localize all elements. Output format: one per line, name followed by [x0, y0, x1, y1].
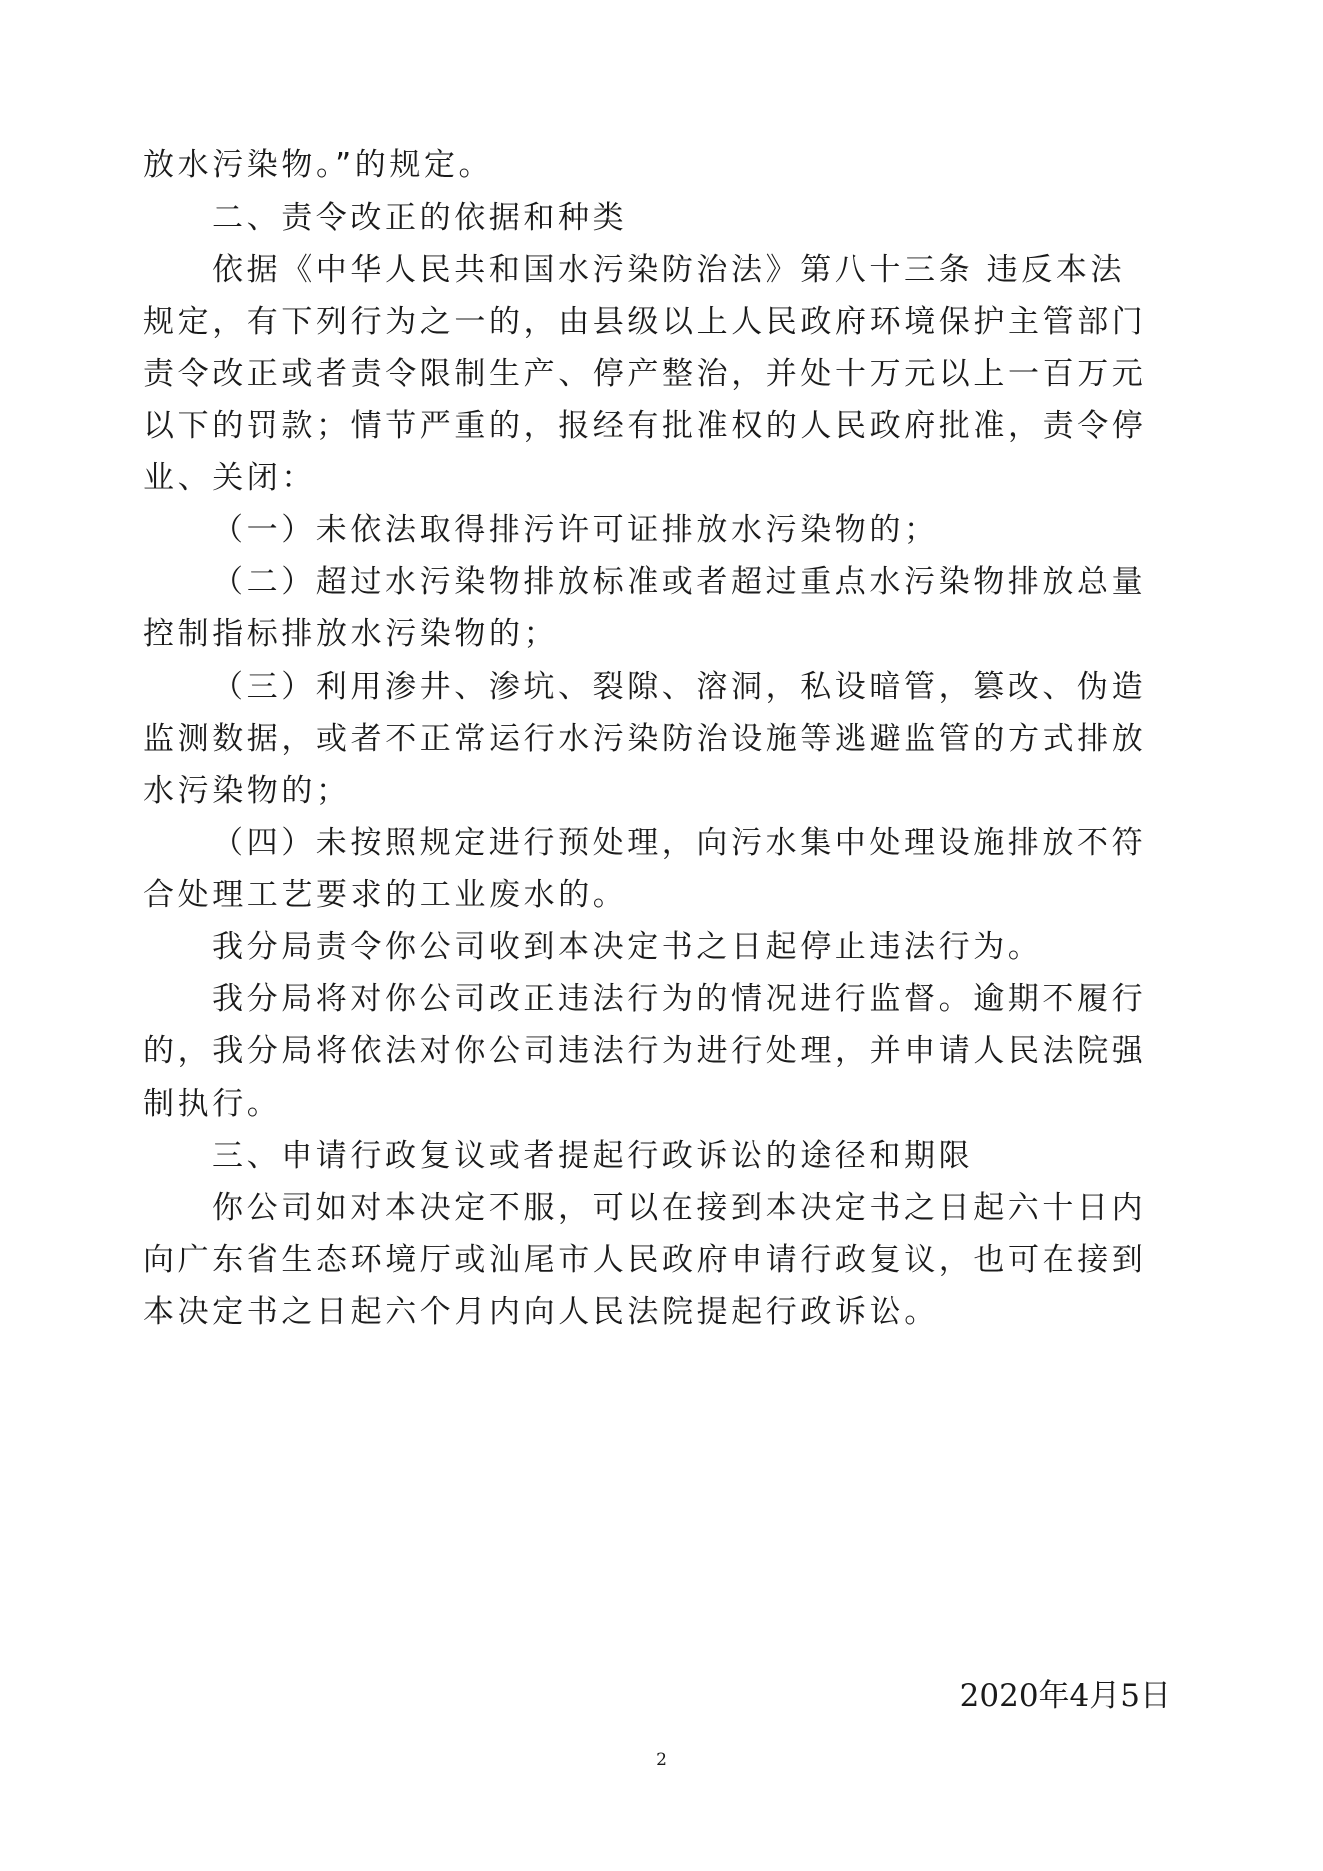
section-heading: 三、申请行政复议或者提起行政诉讼的途径和期限 [212, 1138, 974, 1174]
page-number: 2 [656, 1750, 667, 1770]
section-heading: 二、责令改正的依据和种类 [212, 200, 628, 236]
document-date: 2020年4月5日 [959, 1678, 1171, 1714]
body-line: 依据《中华人民共和国水污染防治法》第八十三条 违反本法 [212, 252, 1126, 288]
body-line: 的，我分局将依法对你公司违法行为进行处理，并申请人民法院强 [143, 1033, 1147, 1069]
body-line: 合处理工艺要求的工业废水的。 [143, 877, 628, 913]
body-line: 放水污染物。”的规定。 [143, 147, 494, 183]
body-line: 以下的罚款；情节严重的，报经有批准权的人民政府批准，责令停 [143, 408, 1147, 444]
body-line: 我分局将对你公司改正违法行为的情况进行监督。逾期不履行 [212, 981, 1147, 1017]
body-line: 我分局责令你公司收到本决定书之日起停止违法行为。 [212, 929, 1043, 965]
body-line: 制执行。 [143, 1086, 282, 1122]
body-line: 规定，有下列行为之一的，由县级以上人民政府环境保护主管部门 [143, 304, 1147, 340]
body-line: 你公司如对本决定不服，可以在接到本决定书之日起六十日内 [212, 1190, 1147, 1226]
list-item: （四）未按照规定进行预处理，向污水集中处理设施排放不符 [212, 825, 1147, 861]
list-item: （三）利用渗井、渗坑、裂隙、溶洞，私设暗管，篡改、伪造 [212, 669, 1147, 705]
list-item: （一）未依法取得排污许可证排放水污染物的； [212, 512, 939, 548]
body-line: 业、关闭： [143, 460, 316, 496]
body-line: 控制指标排放水污染物的； [143, 616, 559, 652]
body-line: 水污染物的； [143, 773, 351, 809]
body-line: 本决定书之日起六个月内向人民法院提起行政诉讼。 [143, 1294, 939, 1330]
body-line: 责令改正或者责令限制生产、停产整治，并处十万元以上一百万元 [143, 356, 1147, 392]
list-item: （二）超过水污染物排放标准或者超过重点水污染物排放总量 [212, 564, 1147, 600]
body-line: 监测数据，或者不正常运行水污染防治设施等逃避监管的方式排放 [143, 721, 1147, 757]
body-line: 向广东省生态环境厅或汕尾市人民政府申请行政复议，也可在接到 [143, 1242, 1147, 1278]
